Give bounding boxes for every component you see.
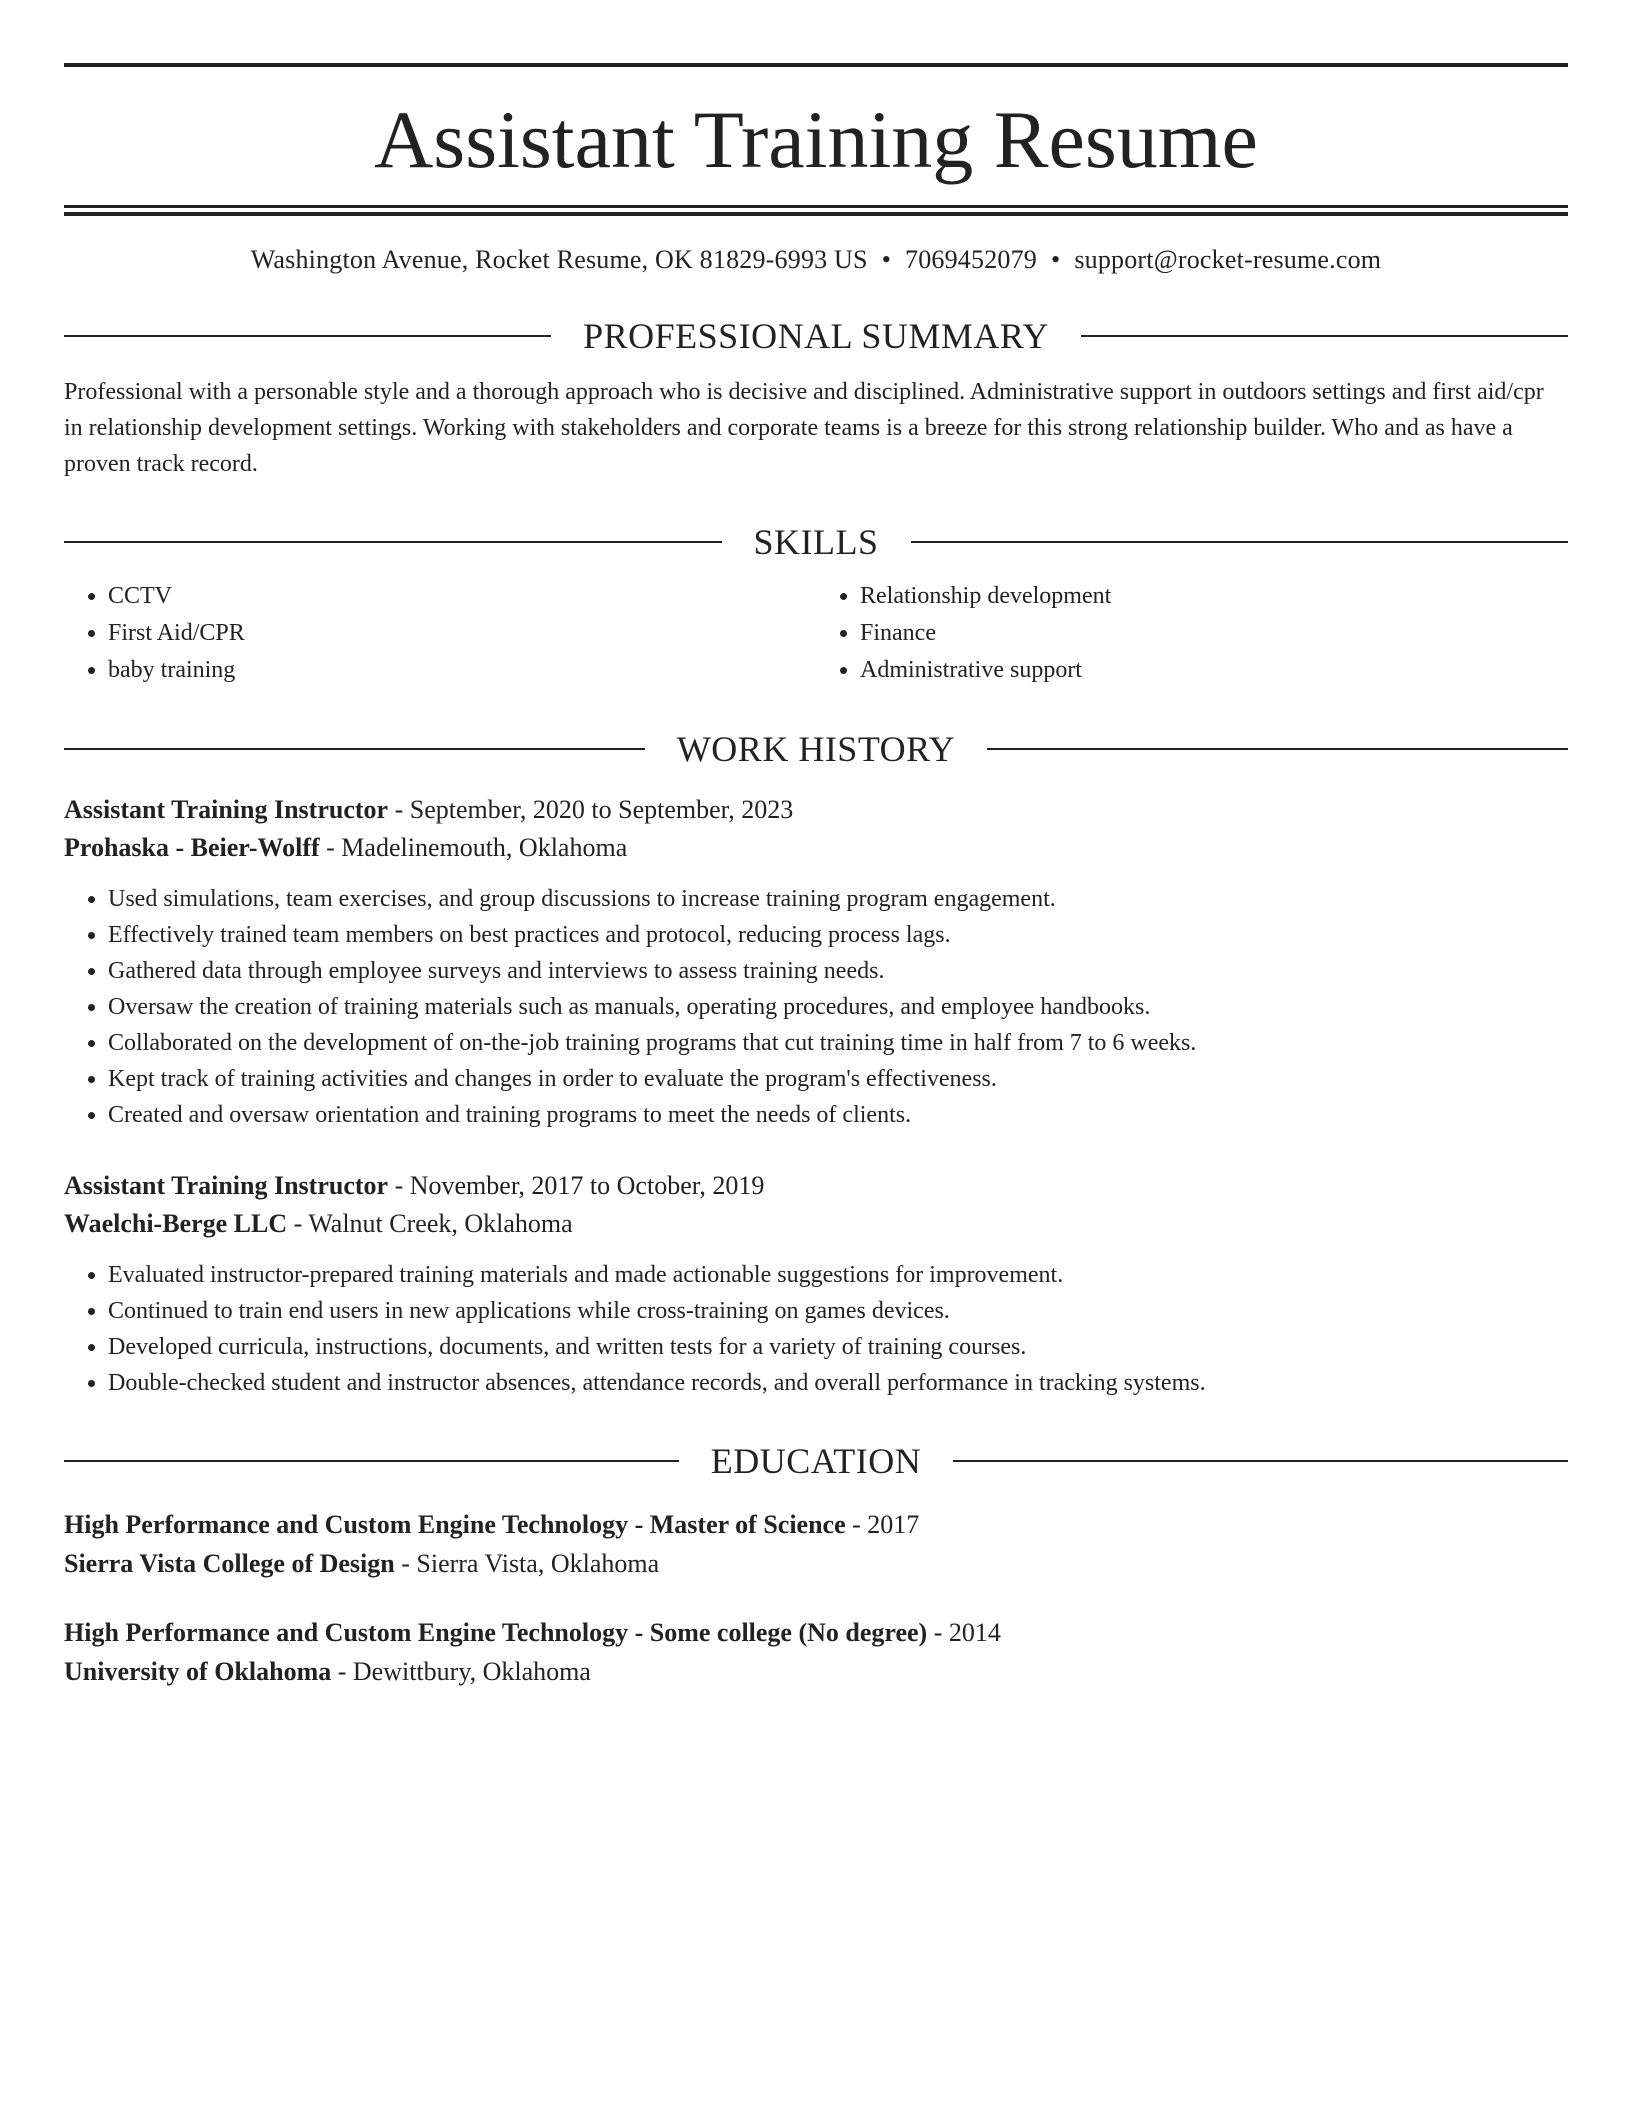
education-degree: High Performance and Custom Engine Technology - Some college (No degree) bbox=[64, 1618, 928, 1647]
heading-rule bbox=[911, 541, 1569, 543]
job-bullet: • Collaborated on the development of on-the-job training programs that cut training time in half from 7 to 6 weeks. bbox=[108, 1025, 1568, 1061]
job-title-line bbox=[64, 791, 1568, 829]
job-bullet: • Continued to train end users in new applications while cross-training on games devices. bbox=[108, 1293, 1568, 1329]
skill-item: • Finance bbox=[860, 615, 1568, 652]
job-bullet: • Kept track of training activities and changes in order to evaluate the program's effectiveness. bbox=[108, 1061, 1568, 1097]
job-bullets bbox=[64, 1257, 1568, 1401]
education-degree: High Performance and Custom Engine Technology - Master of Science bbox=[64, 1510, 846, 1539]
contact-email: support@rocket-resume.com bbox=[1074, 245, 1382, 274]
skill-item: • First Aid/CPR bbox=[108, 615, 816, 652]
job-company-line bbox=[64, 1205, 1568, 1243]
contact-separator: • bbox=[881, 245, 891, 274]
skill-item: • CCTV bbox=[108, 578, 816, 615]
heading-rule bbox=[987, 748, 1568, 750]
job-company: Prohaska - Beier-Wolff bbox=[64, 833, 320, 862]
resume-title: Assistant Training Resume bbox=[374, 94, 1258, 185]
education-degree-line bbox=[64, 1505, 1568, 1544]
contact-phone: 7069452079 bbox=[905, 245, 1037, 274]
job-company-line bbox=[64, 829, 1568, 867]
education-degree-line bbox=[64, 1613, 1568, 1652]
heading-rule bbox=[64, 748, 645, 750]
contact-line bbox=[64, 244, 1568, 276]
job-entry bbox=[64, 791, 1568, 1133]
job-entry bbox=[64, 1167, 1568, 1401]
education-location: - Dewittbury, Oklahoma bbox=[331, 1657, 591, 1686]
contact-separator: • bbox=[1051, 245, 1061, 274]
job-bullet: • Used simulations, team exercises, and group discussions to increase training program engagement. bbox=[108, 881, 1568, 917]
heading-rule bbox=[1081, 335, 1568, 337]
job-bullet: • Evaluated instructor-prepared training materials and made actionable suggestions for improvement. bbox=[108, 1257, 1568, 1293]
education-entry bbox=[64, 1505, 1568, 1583]
job-location: - Walnut Creek, Oklahoma bbox=[287, 1209, 573, 1238]
job-title: Assistant Training Instructor bbox=[64, 795, 389, 824]
job-dates: - November, 2017 to October, 2019 bbox=[388, 1171, 765, 1200]
job-title: Assistant Training Instructor bbox=[64, 1171, 389, 1200]
skills-column-left bbox=[64, 578, 816, 689]
summary-text: Professional with a personable style and a thorough approach who is decisive and disciplined. Administrative support in outdoors settings and first aid/cpr in relationship development settings. Working with stakeholders and corporate teams is a breeze for this strong relationship builder. Who and as have a proven track record. bbox=[64, 379, 1544, 477]
job-dates: - September, 2020 to September, 2023 bbox=[388, 795, 794, 824]
education-location: - Sierra Vista, Oklahoma bbox=[394, 1549, 660, 1578]
job-title-line bbox=[64, 1167, 1568, 1205]
heading-rule bbox=[64, 335, 551, 337]
skill-item: • baby training bbox=[108, 652, 816, 689]
summary-heading-label: PROFESSIONAL SUMMARY bbox=[583, 316, 1049, 356]
job-bullet: • Double-checked student and instructor absences, attendance records, and overall performance in tracking systems. bbox=[108, 1365, 1568, 1401]
skills-heading bbox=[64, 520, 1568, 564]
job-bullets bbox=[64, 881, 1568, 1133]
education-entry bbox=[64, 1613, 1568, 1691]
job-bullet: • Oversaw the creation of training materials such as manuals, operating procedures, and employee handbooks. bbox=[108, 989, 1568, 1025]
title-double-rule bbox=[64, 205, 1568, 216]
education-year: - 2017 bbox=[845, 1510, 920, 1539]
skills-column-right bbox=[816, 578, 1568, 689]
heading-rule bbox=[953, 1460, 1568, 1462]
job-company: Waelchi-Berge LLC bbox=[64, 1209, 288, 1238]
education-school-line bbox=[64, 1652, 1568, 1691]
work-heading-label: WORK HISTORY bbox=[676, 729, 956, 769]
skills-heading-label: SKILLS bbox=[753, 522, 879, 562]
contact-address: Washington Avenue, Rocket Resume, OK 81829-6993 US bbox=[250, 245, 868, 274]
heading-rule bbox=[64, 541, 722, 543]
skills-list bbox=[64, 578, 1568, 689]
education-year: - 2014 bbox=[927, 1618, 1001, 1647]
education-school: University of Oklahoma bbox=[64, 1657, 332, 1686]
work-heading bbox=[64, 727, 1568, 771]
job-bullet: • Gathered data through employee surveys and interviews to assess training needs. bbox=[108, 953, 1568, 989]
skill-item: • Relationship development bbox=[860, 578, 1568, 615]
summary-heading bbox=[64, 314, 1568, 358]
heading-rule bbox=[64, 1460, 679, 1462]
job-location: - Madelinemouth, Oklahoma bbox=[319, 833, 628, 862]
job-bullet: • Developed curricula, instructions, documents, and written tests for a variety of training courses. bbox=[108, 1329, 1568, 1365]
education-heading bbox=[64, 1439, 1568, 1483]
skill-item: • Administrative support bbox=[860, 652, 1568, 689]
education-school-line bbox=[64, 1544, 1568, 1583]
education-school: Sierra Vista College of Design bbox=[64, 1549, 395, 1578]
job-bullet: • Created and oversaw orientation and training programs to meet the needs of clients. bbox=[108, 1097, 1568, 1133]
job-bullet: • Effectively trained team members on best practices and protocol, reducing process lags. bbox=[108, 917, 1568, 953]
education-heading-label: EDUCATION bbox=[710, 1441, 922, 1481]
